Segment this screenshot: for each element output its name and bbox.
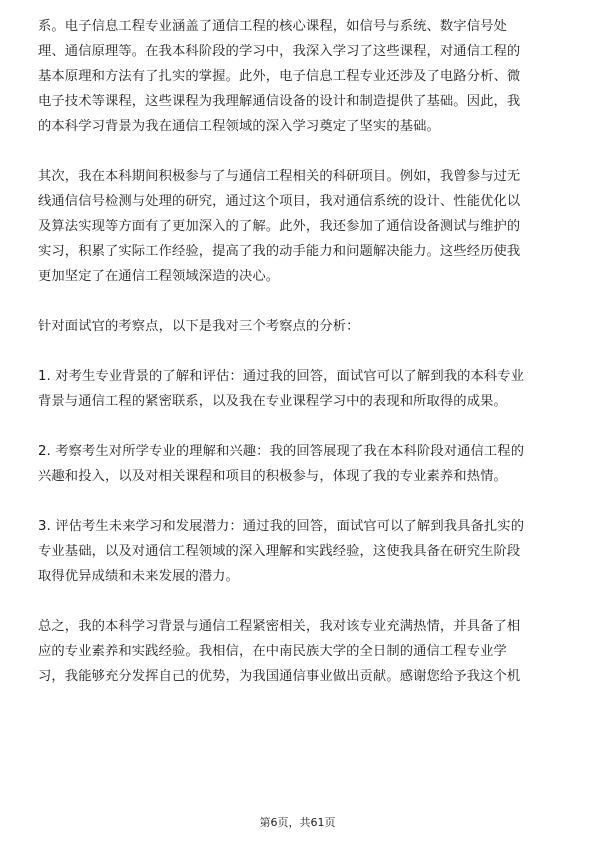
paragraph	[38, 614, 560, 689]
paragraph	[38, 514, 560, 589]
paragraph-gap	[38, 589, 560, 614]
paragraph	[38, 439, 560, 489]
text-line: 3. 评估考生未来学习和发展潜力：通过我的回答，面试官可以了解到我具备扎实的	[38, 519, 525, 534]
text-line: 及算法实现等方面有了更加深入的了解。此外，我还参加了通信设备测试与维护的	[38, 219, 521, 234]
paragraph-gap	[38, 289, 560, 314]
text-line: 更加坚定了在通信工程领域深造的决心。	[38, 269, 280, 284]
paragraph-gap	[38, 414, 560, 439]
text-line: 电子技术等课程，这些课程为我理解通信设备的设计和制造提供了基础。因此，我	[38, 94, 521, 109]
paragraph	[38, 164, 560, 289]
paragraph	[38, 314, 560, 339]
paragraph	[38, 14, 560, 139]
text-line: 线通信信号检测与处理的研究，通过这个项目，我对通信系统的设计、性能优化以	[38, 194, 521, 209]
text-line: 2. 考察考生对所学专业的理解和兴趣：我的回答展现了我在本科阶段对通信工程的	[38, 444, 525, 459]
text-line: 实习，积累了实际工作经验，提高了我的动手能力和问题解决能力。这些经历使我	[38, 244, 521, 259]
page-number-footer: 第6页，共61页	[259, 816, 336, 829]
text-line: 理、通信原理等。在我本科阶段的学习中，我深入学习了这些课程，对通信工程的	[38, 44, 521, 59]
paragraph	[38, 364, 560, 414]
text-line: 专业基础，以及对通信工程领域的深入理解和实践经验，这使我具备在研究生阶段	[38, 544, 521, 559]
paragraph-gap	[38, 139, 560, 164]
paragraph-gap	[38, 489, 560, 514]
paragraph-gap	[38, 339, 560, 364]
text-line: 总之，我的本科学习背景与通信工程紧密相关，我对该专业充满热情，并具备了相	[38, 619, 521, 634]
text-line: 系。电子信息工程专业涵盖了通信工程的核心课程，如信号与系统、数字信号处	[38, 19, 507, 34]
text-line: 基本原理和方法有了扎实的掌握。此外，电子信息工程专业还涉及了电路分析、微	[38, 69, 521, 84]
text-line: 针对面试官的考察点，以下是我对三个考察点的分析：	[38, 319, 360, 334]
text-line: 的本科学习背景为我在通信工程领域的深入学习奠定了坚实的基础。	[38, 119, 440, 134]
text-line: 背景与通信工程的紧密联系，以及我在专业课程学习中的表现和所取得的成果。	[38, 394, 507, 409]
text-line: 应的专业素养和实践经验。我相信，在中南民族大学的全日制的通信工程专业学	[38, 644, 507, 659]
text-line: 其次，我在本科期间积极参与了与通信工程相关的科研项目。例如，我曾参与过无	[38, 169, 521, 184]
text-line: 习，我能够充分发挥自己的优势，为我国通信事业做出贡献。感谢您给予我这个机	[38, 669, 521, 684]
text-line: 兴趣和投入，以及对相关课程和项目的积极参与，体现了我的专业素养和热情。	[38, 469, 507, 484]
text-line: 取得优异成绩和未来发展的潜力。	[38, 569, 239, 584]
text-line: 1. 对考生专业背景的了解和评估：通过我的回答，面试官可以了解到我的本科专业	[38, 369, 525, 384]
document-body	[38, 14, 560, 689]
